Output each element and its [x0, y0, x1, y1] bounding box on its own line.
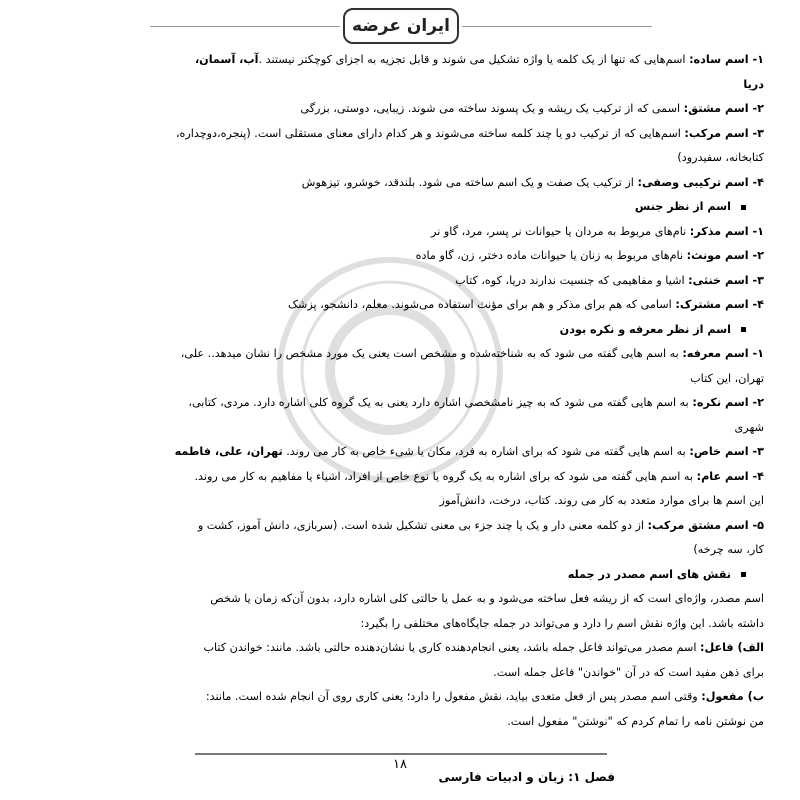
bold-term: ۱- اسم معرفه: [682, 347, 764, 360]
text-line [36, 97, 764, 122]
bold-example: تهران، علی، فاطمه [174, 445, 283, 458]
text-line [36, 367, 764, 392]
body-text: کار، سه چرخه) [693, 543, 764, 556]
text-line [36, 685, 764, 710]
body-text: این اسم ها برای موارد متعدد به کار می روند. کتاب، درخت، دانش‌آموز [439, 494, 764, 507]
text-line [36, 636, 764, 661]
body-text: کتابخانه، سفیدرود) [677, 151, 764, 164]
section-heading [36, 318, 764, 343]
body-text: به اسم هایی گفته می شود که برای اشاره به فرد، مکان یا شیء خاص به کار می روند. [282, 445, 690, 458]
bold-term: الف) فاعل: [700, 641, 764, 654]
header-rule-right [462, 26, 652, 27]
publisher-logo [343, 8, 459, 44]
bold-term: ۱- اسم مذکر: [689, 224, 764, 238]
text-line [36, 293, 764, 318]
text-line [36, 171, 764, 196]
text-line [36, 146, 764, 171]
bold-term: ۵- اسم مشتق مرکب: [647, 518, 764, 532]
text-line [36, 440, 764, 465]
bullet-icon [741, 327, 746, 332]
body-text: اسم‌هایی که از ترکیب دو یا چند کلمه ساخته می‌شوند و هر کدام دارای معنای مستقلی است. (پنجره،دوچداره، [175, 126, 685, 140]
body-text: نام‌های مربوط به مردان یا حیوانات نر پسر، مرد، گاو نر [431, 224, 690, 238]
chapter-title: فصل ۱: زبان و ادبیات فارسی [438, 770, 615, 784]
body-text: اسامی که هم برای مذکر و هم برای مؤنث استفاده می‌شوند. معلم، دانشجو، پزشک [287, 298, 676, 311]
bold-term: ۴- اسم عام: [696, 469, 764, 483]
logo-text: ایران عرضه [352, 16, 450, 36]
text-line [36, 465, 764, 490]
bold-term: نقش های اسم مصدر در جمله [567, 567, 731, 581]
body-text: به اسم هایی گفته می شود که برای اشاره به یک گروه یا نوع خاص از افراد، اشیاء یا مفاهیم به کار می روند. [194, 469, 697, 483]
text-line [36, 489, 764, 514]
text-line [36, 342, 764, 367]
footer-rule [195, 753, 607, 755]
body-text: از ترکیب یک صفت و یک اسم ساخته می شود. بلندقد، خوشرو، تیزهوش [301, 175, 638, 189]
bold-term: اسم از نظر جنس [634, 200, 731, 213]
body-text: شهری [734, 420, 764, 434]
page-number: ۱۸ [393, 757, 407, 772]
text-line [36, 269, 764, 294]
body-text: وقتی اسم مصدر پس از فعل متعدی بیاید، نقش مفعول را دارد؛ یعنی کاری روی آن انجام شده است. مانند: [205, 690, 702, 703]
bold-example: آب، آسمان، [194, 53, 259, 66]
section-heading [36, 563, 764, 588]
bullet-icon [741, 572, 746, 577]
bold-term: ۲- اسم نکره: [692, 396, 764, 409]
body-text: نام‌های مربوط به زنان یا حیوانات ماده دختر، زن، گاو ماده [415, 249, 687, 262]
text-line [36, 73, 764, 98]
bold-term: ۴- اسم ترکیبی وصفی: [637, 175, 764, 189]
text-line [36, 710, 764, 735]
bold-term: ۲- اسم مونث: [686, 249, 764, 262]
bold-term: ۲- اسم مشتق: [683, 102, 764, 115]
body-text: به اسم هایی گفته می شود که به شناخته‌شده و مشخص است یعنی یک مورد مشخص را نشان میدهد.. علی، [180, 347, 683, 360]
body-text: اسم مصدر، واژه‌ای است که از ریشه فعل ساخته می‌شود و به عمل یا حالتی کلی اشاره دارد، بدون آن‌که زمان یا شخص [210, 592, 764, 605]
body-text: داشته باشد. این واژه نقش اسم را دارد و می‌تواند در جمله جایگاه‌های مختلفی را بگیرد: [360, 616, 764, 630]
body-text: به اسم هایی گفته می شود که به چیز نامشخصی اشاره دارد یعنی به یک گروه کلی اشاره دارد. مردی، کتابی، [188, 396, 693, 409]
text-line [36, 416, 764, 441]
page-body [36, 48, 764, 734]
text-line [36, 538, 764, 563]
text-line [36, 244, 764, 269]
body-text: اسم‌هایی که تنها از یک کلمه یا واژه تشکیل می شوند و قابل تجزیه به اجزای کوچکتر نیستند . [258, 53, 690, 66]
body-text: اسمی که از ترکیب یک ریشه و یک پسوند ساخته می شوند. زیبایی، دوستی، بزرگی [300, 102, 684, 115]
body-text: برای ذهن مفید است که در آن "خواندن" فاعل جمله است. [493, 665, 764, 679]
text-line [36, 612, 764, 637]
text-line [36, 48, 764, 73]
body-text: من نوشتن نامه را تمام کردم که "نوشتن" مفعول است. [507, 714, 764, 728]
body-text: تهران، این کتاب [690, 371, 764, 385]
bold-term: ب) مفعول: [701, 690, 764, 703]
header-rule-left [150, 26, 340, 27]
bold-term: ۳- اسم خاص: [689, 445, 764, 458]
text-line [36, 391, 764, 416]
text-line [36, 661, 764, 686]
body-text: از دو کلمه معنی دار و یک یا چند جزء بی معنی تشکیل شده است. (سربازی، دانش آموز، کشت و [197, 518, 648, 532]
bold-term: ۴- اسم مشترک: [675, 298, 764, 311]
text-line [36, 514, 764, 539]
section-heading [36, 195, 764, 220]
bold-term: ۳- اسم مرکب: [684, 126, 764, 140]
bold-term: ۳- اسم خنثی: [688, 273, 764, 287]
bullet-icon [741, 205, 746, 210]
body-text: اسم مصدر می‌تواند فاعل جمله باشد، یعنی انجام‌دهنده کاری یا نشان‌دهنده حالتی باشد. مانند: خواندن کتاب [203, 641, 700, 654]
bold-term: دریا [743, 77, 764, 91]
text-line [36, 587, 764, 612]
text-line [36, 220, 764, 245]
text-line [36, 122, 764, 147]
bold-term: اسم از نظر معرفه و نکره بودن [559, 322, 731, 336]
bold-term: ۱- اسم ساده: [689, 53, 764, 66]
body-text: اشیا و مفاهیمی که جنسیت ندارند دریا، کوه، کتاب [455, 273, 689, 287]
